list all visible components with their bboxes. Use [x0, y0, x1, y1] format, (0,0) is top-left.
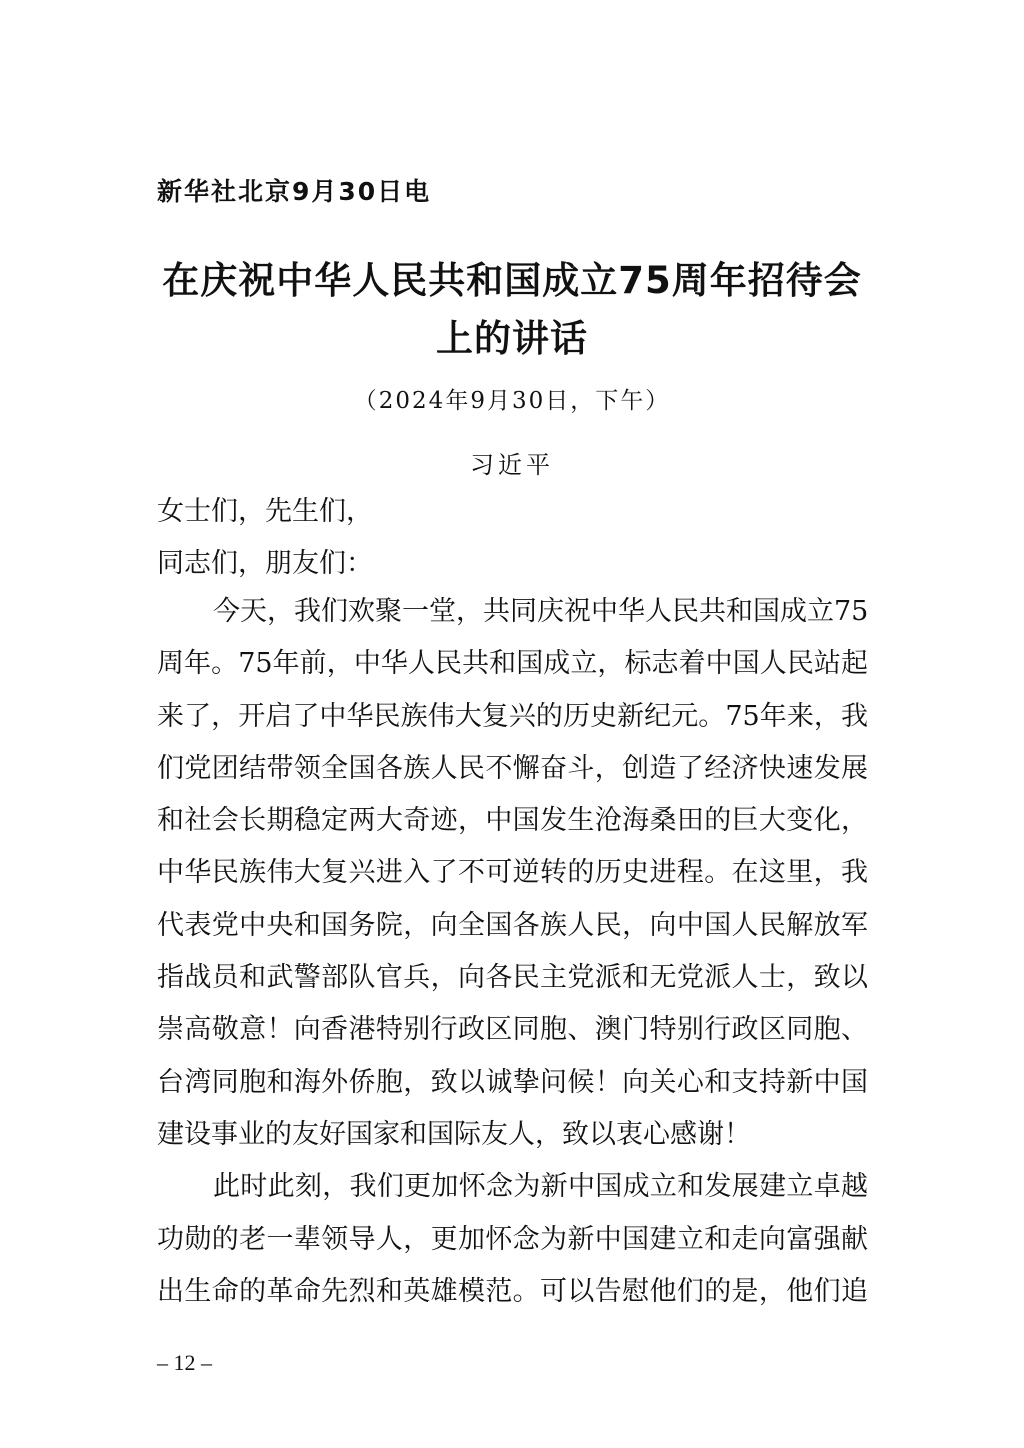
paragraph-line: 建设事业的友好国家和国际友人，致以衷心感谢！ [157, 1119, 751, 1150]
paragraph-line: 此时此刻，我们更加怀念为新中国成立和发展建立卓越 [213, 1171, 868, 1202]
speech-title-line-2: 上的讲话 [436, 317, 588, 360]
salutation: 同志们，朋友们： [157, 548, 373, 579]
paragraph-line: 和社会长期稳定两大奇迹，中国发生沧海桑田的巨大变化， [157, 805, 868, 836]
paragraph-line: 台湾同胞和海外侨胞，致以诚挚问候！向关心和支持新中国 [157, 1067, 868, 1098]
paragraph-line: 中华民族伟大复兴进入了不可逆转的历史进程。在这里，我 [157, 857, 868, 888]
paragraph-line: 指战员和武警部队官兵，向各民主党派和无党派人士，致以 [157, 962, 868, 993]
paragraph-line: 来了，开启了中华民族伟大复兴的历史新纪元。75年来，我 [157, 701, 868, 732]
paragraph-line: 们党团结带领全国各族人民不懈奋斗，创造了经济快速发展 [157, 753, 868, 784]
paragraph-line: 今天，我们欢聚一堂，共同庆祝中华人民共和国成立75 [213, 596, 869, 627]
speech-title-line-1: 在庆祝中华人民共和国成立75周年招待会 [162, 259, 862, 302]
dateline: 新华社北京9月30日电 [157, 177, 432, 206]
paragraph-line: 功勋的老一辈领导人，更加怀念为新中国建立和走向富强献 [157, 1224, 868, 1255]
speech-author: 习近平 [470, 451, 554, 479]
page-number: – 12 – [157, 1350, 212, 1375]
speech-date: （2024年9月30日，下午） [353, 388, 671, 414]
paragraph-line: 出生命的革命先烈和英雄模范。可以告慰他们的是，他们追 [157, 1276, 868, 1307]
paragraph-line: 代表党中央和国务院，向全国各族人民，向中国人民解放军 [157, 910, 868, 941]
salutation: 女士们，先生们， [157, 496, 373, 527]
paragraph-line: 崇高敬意！向香港特别行政区同胞、澳门特别行政区同胞、 [157, 1014, 868, 1045]
paragraph-line: 周年。75年前，中华人民共和国成立，标志着中国人民站起 [157, 648, 868, 679]
